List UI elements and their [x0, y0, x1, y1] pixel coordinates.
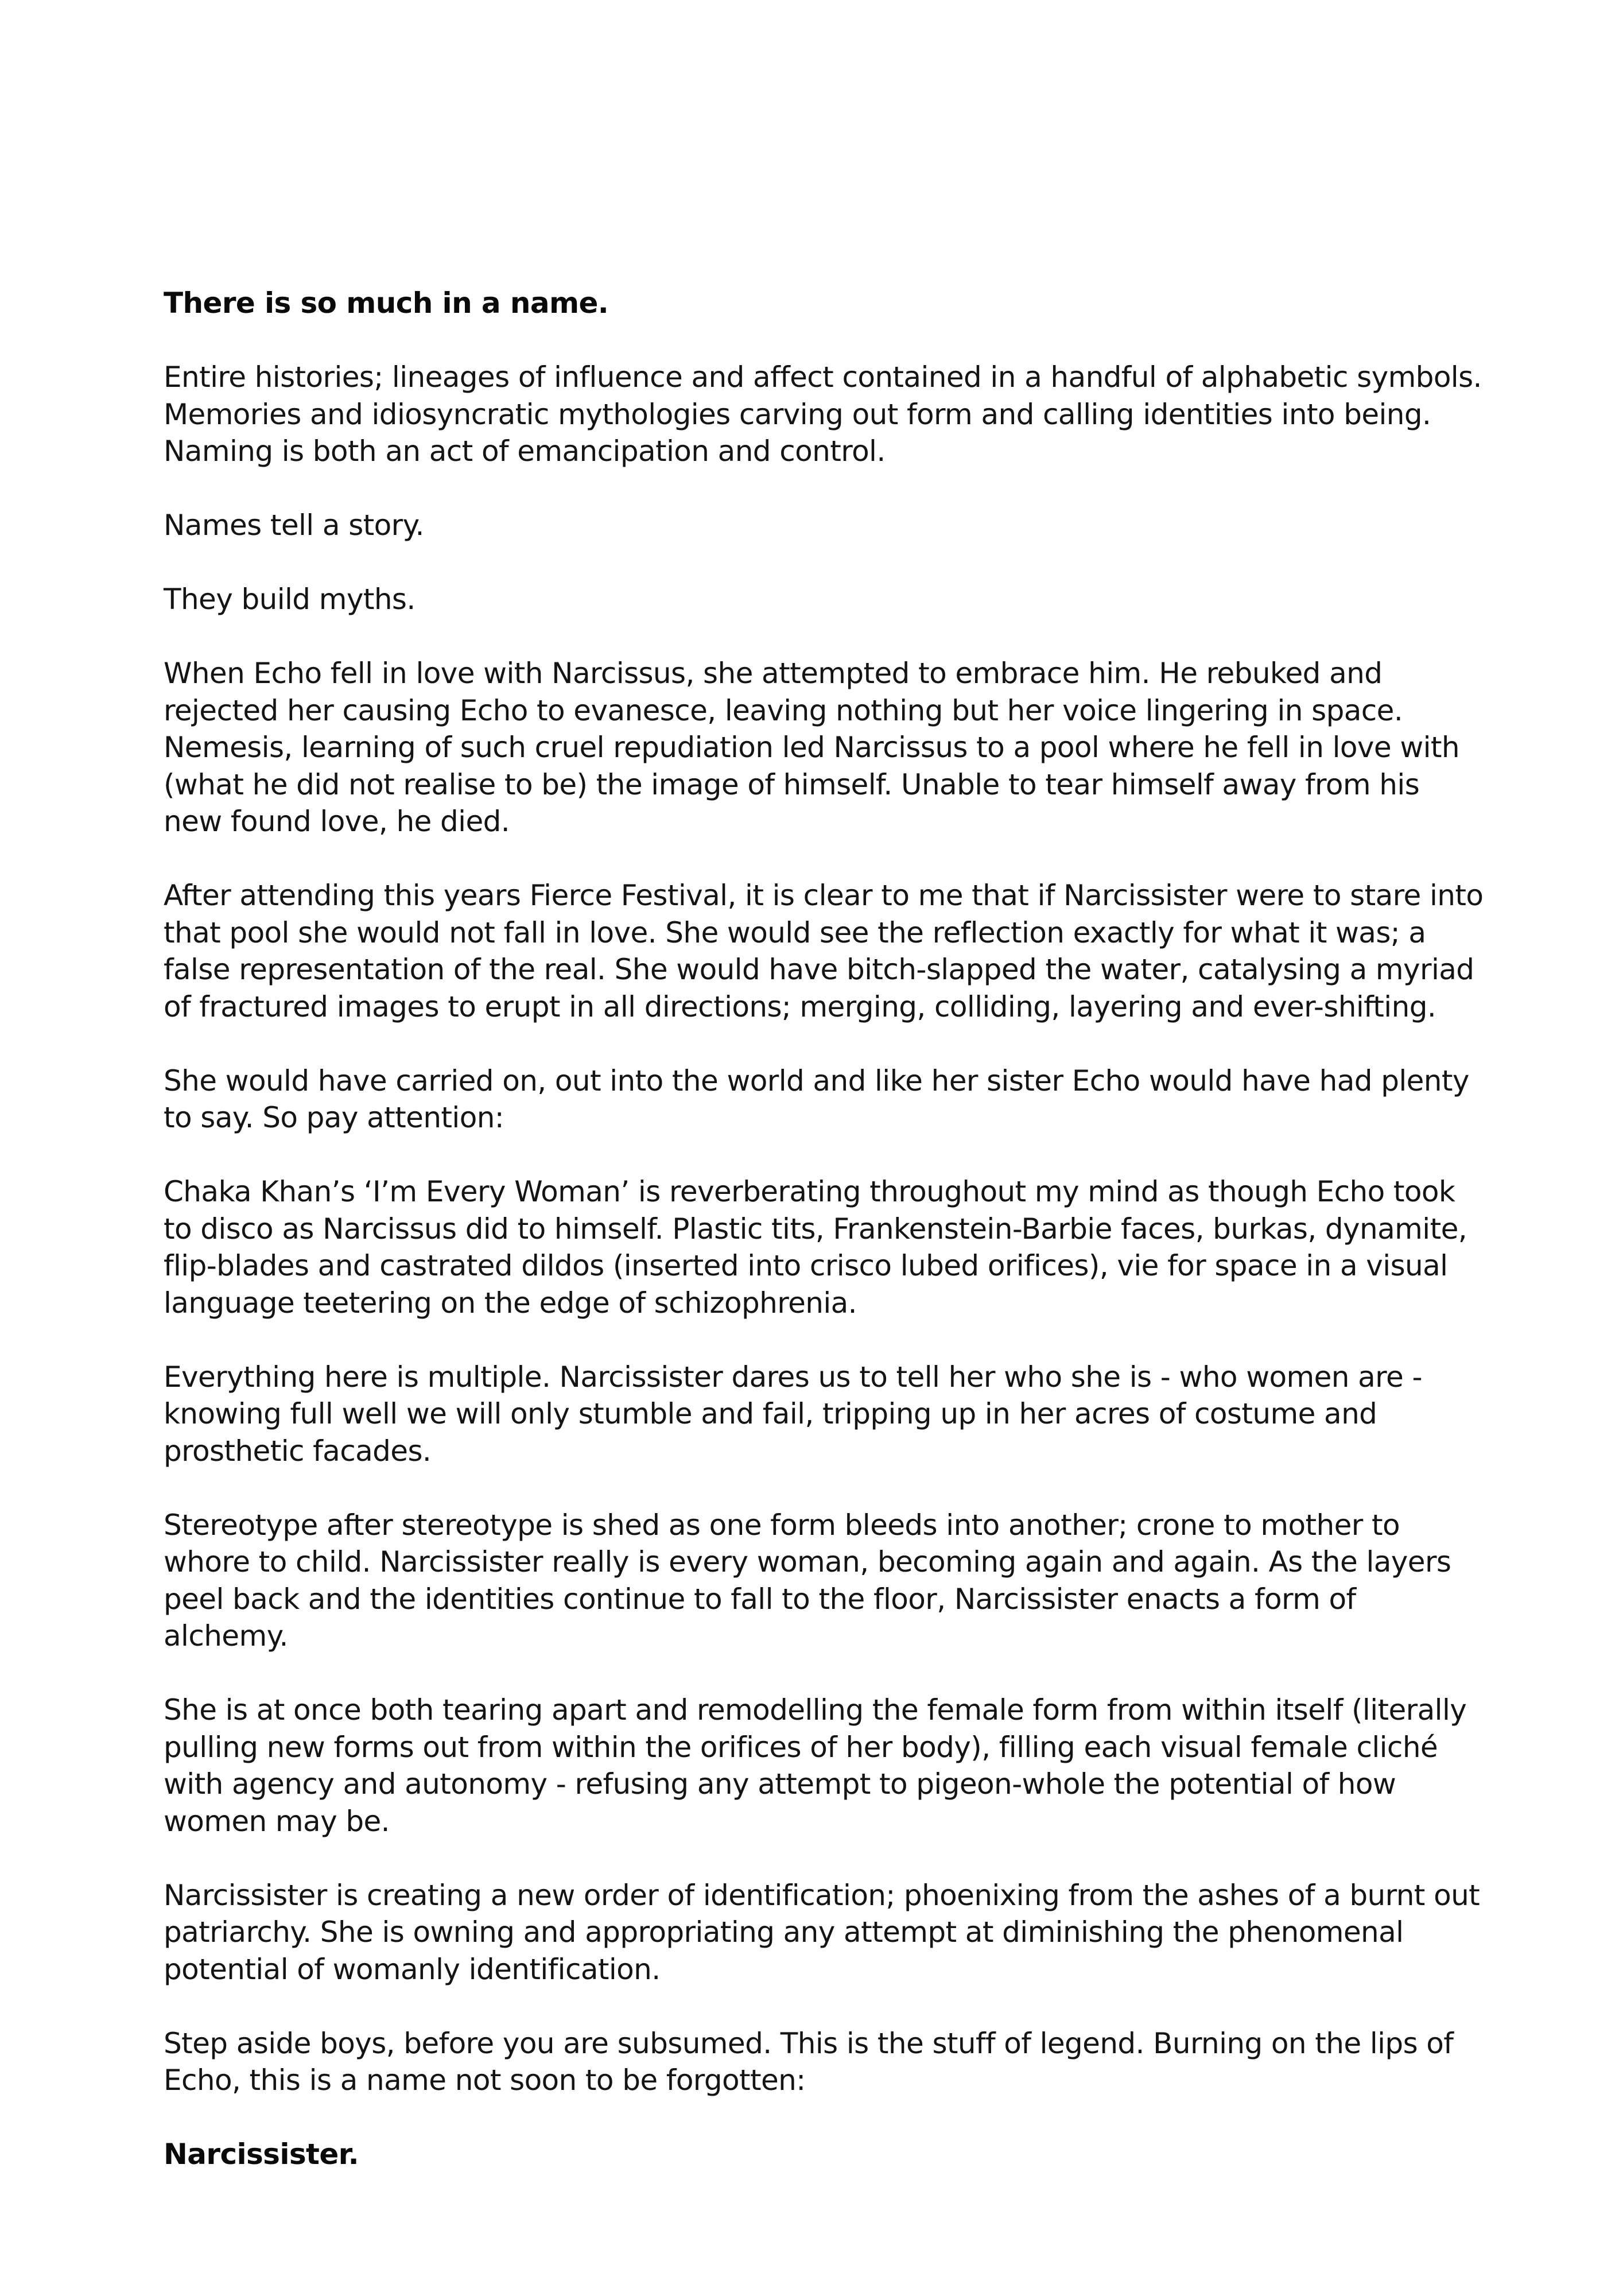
paragraph-new-order: Narcissister is creating a new order of identification; phoenixing from the ashes of a burnt out patriarchy. She is owning and appropriating any attempt at diminishing the phenomenal potential of womanly identification. — [164, 1878, 1480, 1986]
paragraph-build-myths: They build myths. — [164, 583, 416, 616]
paragraph-chaka-khan: Chaka Khan’s ‘I’m Every Woman’ is reverberating throughout my mind as though Echo took to disco as Narcissus did to himself. Plastic tits, Frankenstein-Barbie faces, burkas, dynamite, flip-blades and castrated dildos (inserted into crisco lubed orifices), vie for space in a visual language teetering on the edge of schizophrenia. — [164, 1175, 1467, 1320]
paragraph-everything-multiple: Everything here is multiple. Narcissister dares us to tell her who she is - who women are - knowing full well we will only stumble and fail, tripping up in her acres of costume and prosthetic facades. — [164, 1360, 1422, 1468]
closing-heading: Narcissister. — [164, 2138, 359, 2171]
paragraph-step-aside: Step aside boys, before you are subsumed. This is the stuff of legend. Burning on the lips of Echo, this is a name not soon to be forgotten: — [164, 2026, 1454, 2097]
paragraph-female-form: She is at once both tearing apart and remodelling the female form from within itself (literally pulling new forms out from within the orifices of her body), filling each visual female cliché with agency and autonomy - refusing any attempt to pigeon-whole the potential of how women may be. — [164, 1693, 1467, 1838]
paragraph-pay-attention: She would have carried on, out into the world and like her sister Echo would have had plenty to say. So pay attention: — [164, 1064, 1469, 1134]
paragraph-echo-narcissus: When Echo fell in love with Narcissus, she attempted to embrace him. He rebuked and rejected her causing Echo to evanesce, leaving nothing but her voice lingering in space. Nemesis, learning of such cruel repudiation led Narcissus to a pool where he fell in love with (what he did not realise to be) the image of himself. Unable to tear himself away from his new found love, he died. — [164, 657, 1460, 838]
paragraph-histories: Entire histories; lineages of influence and affect contained in a handful of alphabetic symbols. Memories and idiosyncratic mythologies carving out form and calling identities into being. Naming is both an act of emancipation and control. — [164, 360, 1482, 468]
document-body — [164, 285, 1484, 2210]
paragraph-names-tell-story: Names tell a story. — [164, 509, 424, 542]
paragraph-fierce-festival: After attending this years Fierce Festival, it is clear to me that if Narcissister were to stare into that pool she would not fall in love. She would see the reflection exactly for what it was; a false representation of the real. She would have bitch-slapped the water, catalysing a myriad of fractured images to erupt in all directions; merging, colliding, layering and ever-shifting. — [164, 879, 1484, 1023]
paragraph-stereotype: Stereotype after stereotype is shed as one form bleeds into another; crone to mother to whore to child. Narcissister really is every woman, becoming again and again. As the layers peel back and the identities continue to fall to the floor, Narcissister enacts a form of alchemy. — [164, 1508, 1451, 1653]
opening-heading: There is so much in a name. — [164, 286, 609, 320]
